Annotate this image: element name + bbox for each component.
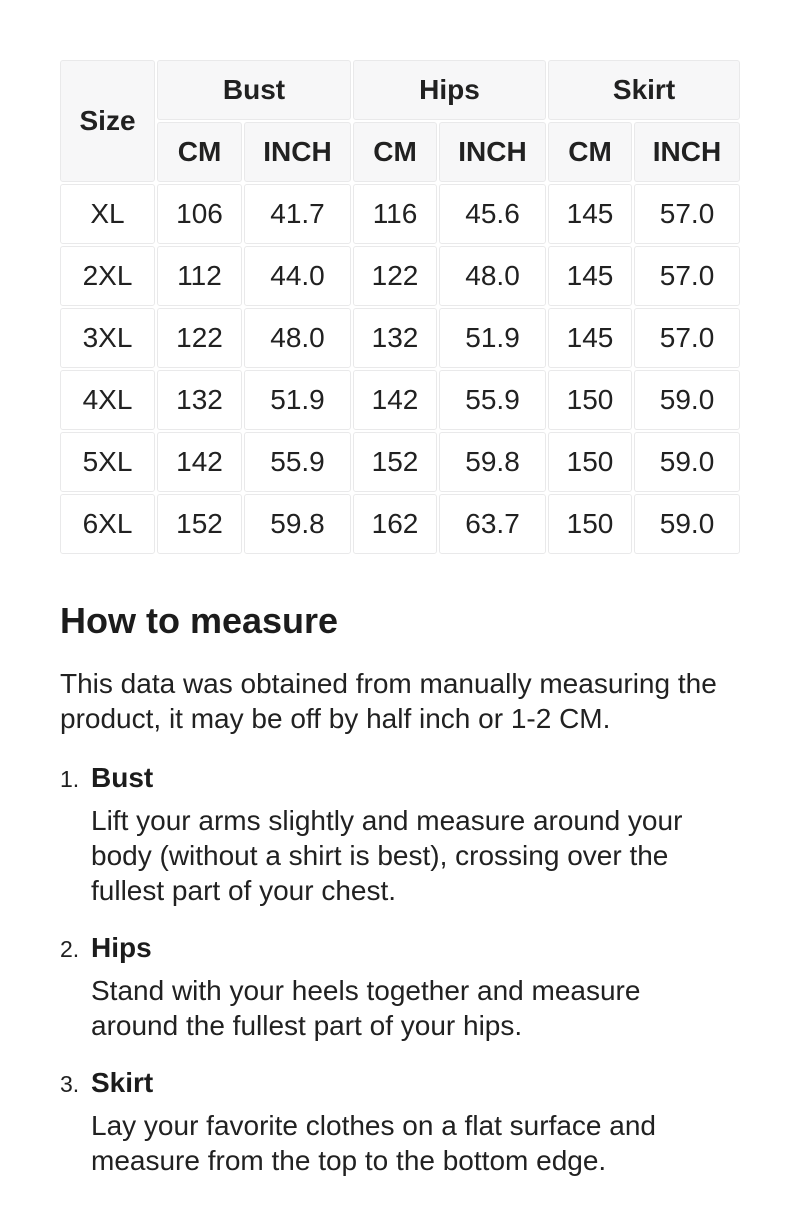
cell-bust-inch: 51.9 [244, 370, 351, 430]
list-item-term: Bust [91, 762, 154, 793]
table-row [60, 308, 740, 368]
cell-hips-cm: 116 [353, 184, 437, 244]
cell-skirt-inch: 59.0 [634, 370, 740, 430]
table-header-group-row [60, 60, 740, 120]
column-header-hips: Hips [353, 60, 546, 120]
unit-header-skirt-cm: CM [548, 122, 632, 182]
unit-header-bust-inch: INCH [244, 122, 351, 182]
cell-hips-inch: 45.6 [439, 184, 546, 244]
table-header-unit-row [60, 122, 740, 182]
cell-size: 2XL [60, 246, 155, 306]
list-item-description: Lay your favorite clothes on a flat surface and measure from the top to the bottom edge. [91, 1110, 656, 1176]
cell-hips-inch: 63.7 [439, 494, 546, 554]
cell-hips-cm: 132 [353, 308, 437, 368]
cell-skirt-cm: 150 [548, 432, 632, 492]
cell-size: XL [60, 184, 155, 244]
cell-bust-cm: 112 [157, 246, 242, 306]
table-row [60, 370, 740, 430]
cell-skirt-inch: 59.0 [634, 432, 740, 492]
cell-bust-inch: 41.7 [244, 184, 351, 244]
cell-hips-inch: 59.8 [439, 432, 546, 492]
cell-bust-cm: 142 [157, 432, 242, 492]
table-row [60, 432, 740, 492]
how-to-measure-title: How to measure [60, 600, 339, 641]
table-row [60, 246, 740, 306]
unit-header-hips-cm: CM [353, 122, 437, 182]
list-item-description: Stand with your heels together and measure around the fullest part of your hips. [91, 975, 641, 1041]
cell-skirt-cm: 145 [548, 184, 632, 244]
list-item-head [60, 762, 740, 794]
cell-hips-cm: 162 [353, 494, 437, 554]
list-item [60, 932, 740, 1043]
list-item-description: Lift your arms slightly and measure around your body (without a shirt is best), crossing over the fullest part of your chest. [91, 805, 683, 906]
unit-header-bust-cm: CM [157, 122, 242, 182]
cell-size: 4XL [60, 370, 155, 430]
cell-bust-inch: 59.8 [244, 494, 351, 554]
cell-hips-cm: 122 [353, 246, 437, 306]
cell-skirt-inch: 59.0 [634, 494, 740, 554]
cell-size: 3XL [60, 308, 155, 368]
cell-skirt-cm: 150 [548, 494, 632, 554]
table-row [60, 494, 740, 554]
cell-hips-cm: 152 [353, 432, 437, 492]
unit-header-hips-inch: INCH [439, 122, 546, 182]
cell-bust-inch: 48.0 [244, 308, 351, 368]
cell-size: 5XL [60, 432, 155, 492]
cell-skirt-cm: 145 [548, 308, 632, 368]
cell-bust-cm: 106 [157, 184, 242, 244]
list-item-number: 3. [60, 1071, 80, 1097]
list-item [60, 1067, 740, 1178]
column-header-skirt: Skirt [548, 60, 740, 120]
size-chart-table [58, 58, 742, 556]
cell-bust-cm: 122 [157, 308, 242, 368]
list-item [60, 762, 740, 908]
measure-disclaimer-text: This data was obtained from manually measuring the product, it may be off by half inch or 1-2 CM. [60, 668, 717, 734]
cell-bust-inch: 44.0 [244, 246, 351, 306]
list-item-head [60, 932, 740, 964]
cell-skirt-cm: 150 [548, 370, 632, 430]
list-item-term: Skirt [91, 1067, 154, 1098]
cell-skirt-inch: 57.0 [634, 184, 740, 244]
how-to-measure-section [60, 600, 740, 1178]
cell-hips-cm: 142 [353, 370, 437, 430]
unit-header-skirt-inch: INCH [634, 122, 740, 182]
measure-instruction-list [60, 762, 740, 1178]
cell-hips-inch: 55.9 [439, 370, 546, 430]
table-row [60, 184, 740, 244]
cell-skirt-cm: 145 [548, 246, 632, 306]
column-header-size: Size [60, 60, 155, 182]
list-item-number: 2. [60, 936, 80, 962]
cell-hips-inch: 51.9 [439, 308, 546, 368]
list-item-number: 1. [60, 766, 80, 792]
cell-size: 6XL [60, 494, 155, 554]
cell-skirt-inch: 57.0 [634, 246, 740, 306]
list-item-head [60, 1067, 740, 1099]
cell-bust-inch: 55.9 [244, 432, 351, 492]
column-header-bust: Bust [157, 60, 351, 120]
cell-hips-inch: 48.0 [439, 246, 546, 306]
cell-skirt-inch: 57.0 [634, 308, 740, 368]
cell-bust-cm: 152 [157, 494, 242, 554]
list-item-term: Hips [91, 932, 152, 963]
cell-bust-cm: 132 [157, 370, 242, 430]
